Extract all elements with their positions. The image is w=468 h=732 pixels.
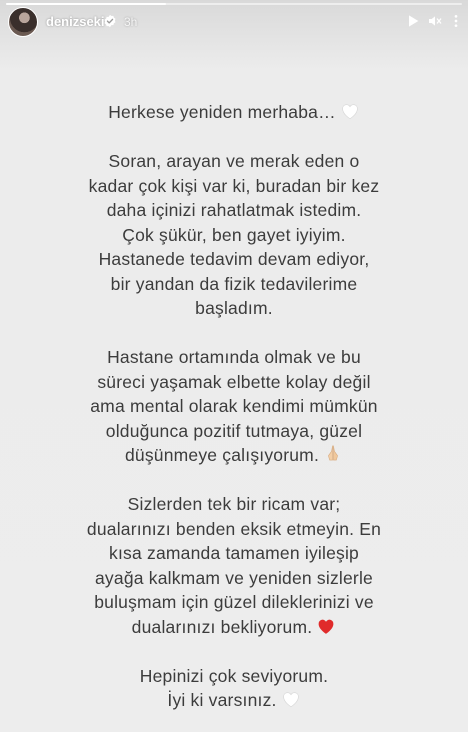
play-icon[interactable] — [405, 13, 421, 29]
avatar[interactable] — [8, 7, 38, 37]
story-message — [20, 100, 448, 713]
white-heart-icon — [340, 102, 360, 120]
story-progress-fill — [6, 3, 166, 5]
greeting-text: Herkese yeniden merhaba… — [108, 102, 336, 122]
more-options-icon[interactable] — [450, 13, 462, 29]
speaker-muted-icon[interactable] — [427, 13, 443, 29]
story-progress-bar — [6, 3, 462, 5]
story-header — [0, 6, 468, 38]
closing-text: Hepinizi çok seviyorum. İyi ki varsınız. — [139, 665, 329, 710]
message-paragraph-update: Soran, arayan ve merak eden o kadar çok kişi var ki, buradan bir kez daha içinizi rahatlatmak istedim. Çok şükür, ben gayet iyiyim. Hastanede tedavim devam ediyor, bir yandan da fizik tedavilerime başladım. — [88, 151, 380, 318]
username[interactable]: denizseki — [46, 14, 105, 29]
red-heart-icon — [316, 617, 336, 635]
white-heart-icon — [281, 690, 301, 708]
hospital-text: Hastane ortamında olmak ve bu süreci yaşamak elbette kolay değil ama mental olarak kendimi mümkün olduğunca pozitif tutmaya, güzel düşünmeye çalışıyorum. — [90, 347, 378, 465]
verified-badge-icon — [103, 14, 117, 28]
request-text: Sizlerden tek bir ricam var; dualarınızı benden eksik etmeyin. En kısa zamanda tamamen iyileşip ayağa kalkmam ve yeniden sizlerle buluşmam için güzel dileklerinizi ve dualarınızı bekliyorum. — [86, 494, 382, 637]
message-paragraph-closing — [20, 664, 448, 713]
post-time: 3h — [124, 15, 138, 29]
message-paragraph-request — [20, 492, 448, 639]
praying-hands-icon — [323, 443, 343, 463]
message-paragraph-greeting — [20, 100, 448, 125]
message-paragraph-hospital — [20, 345, 448, 468]
